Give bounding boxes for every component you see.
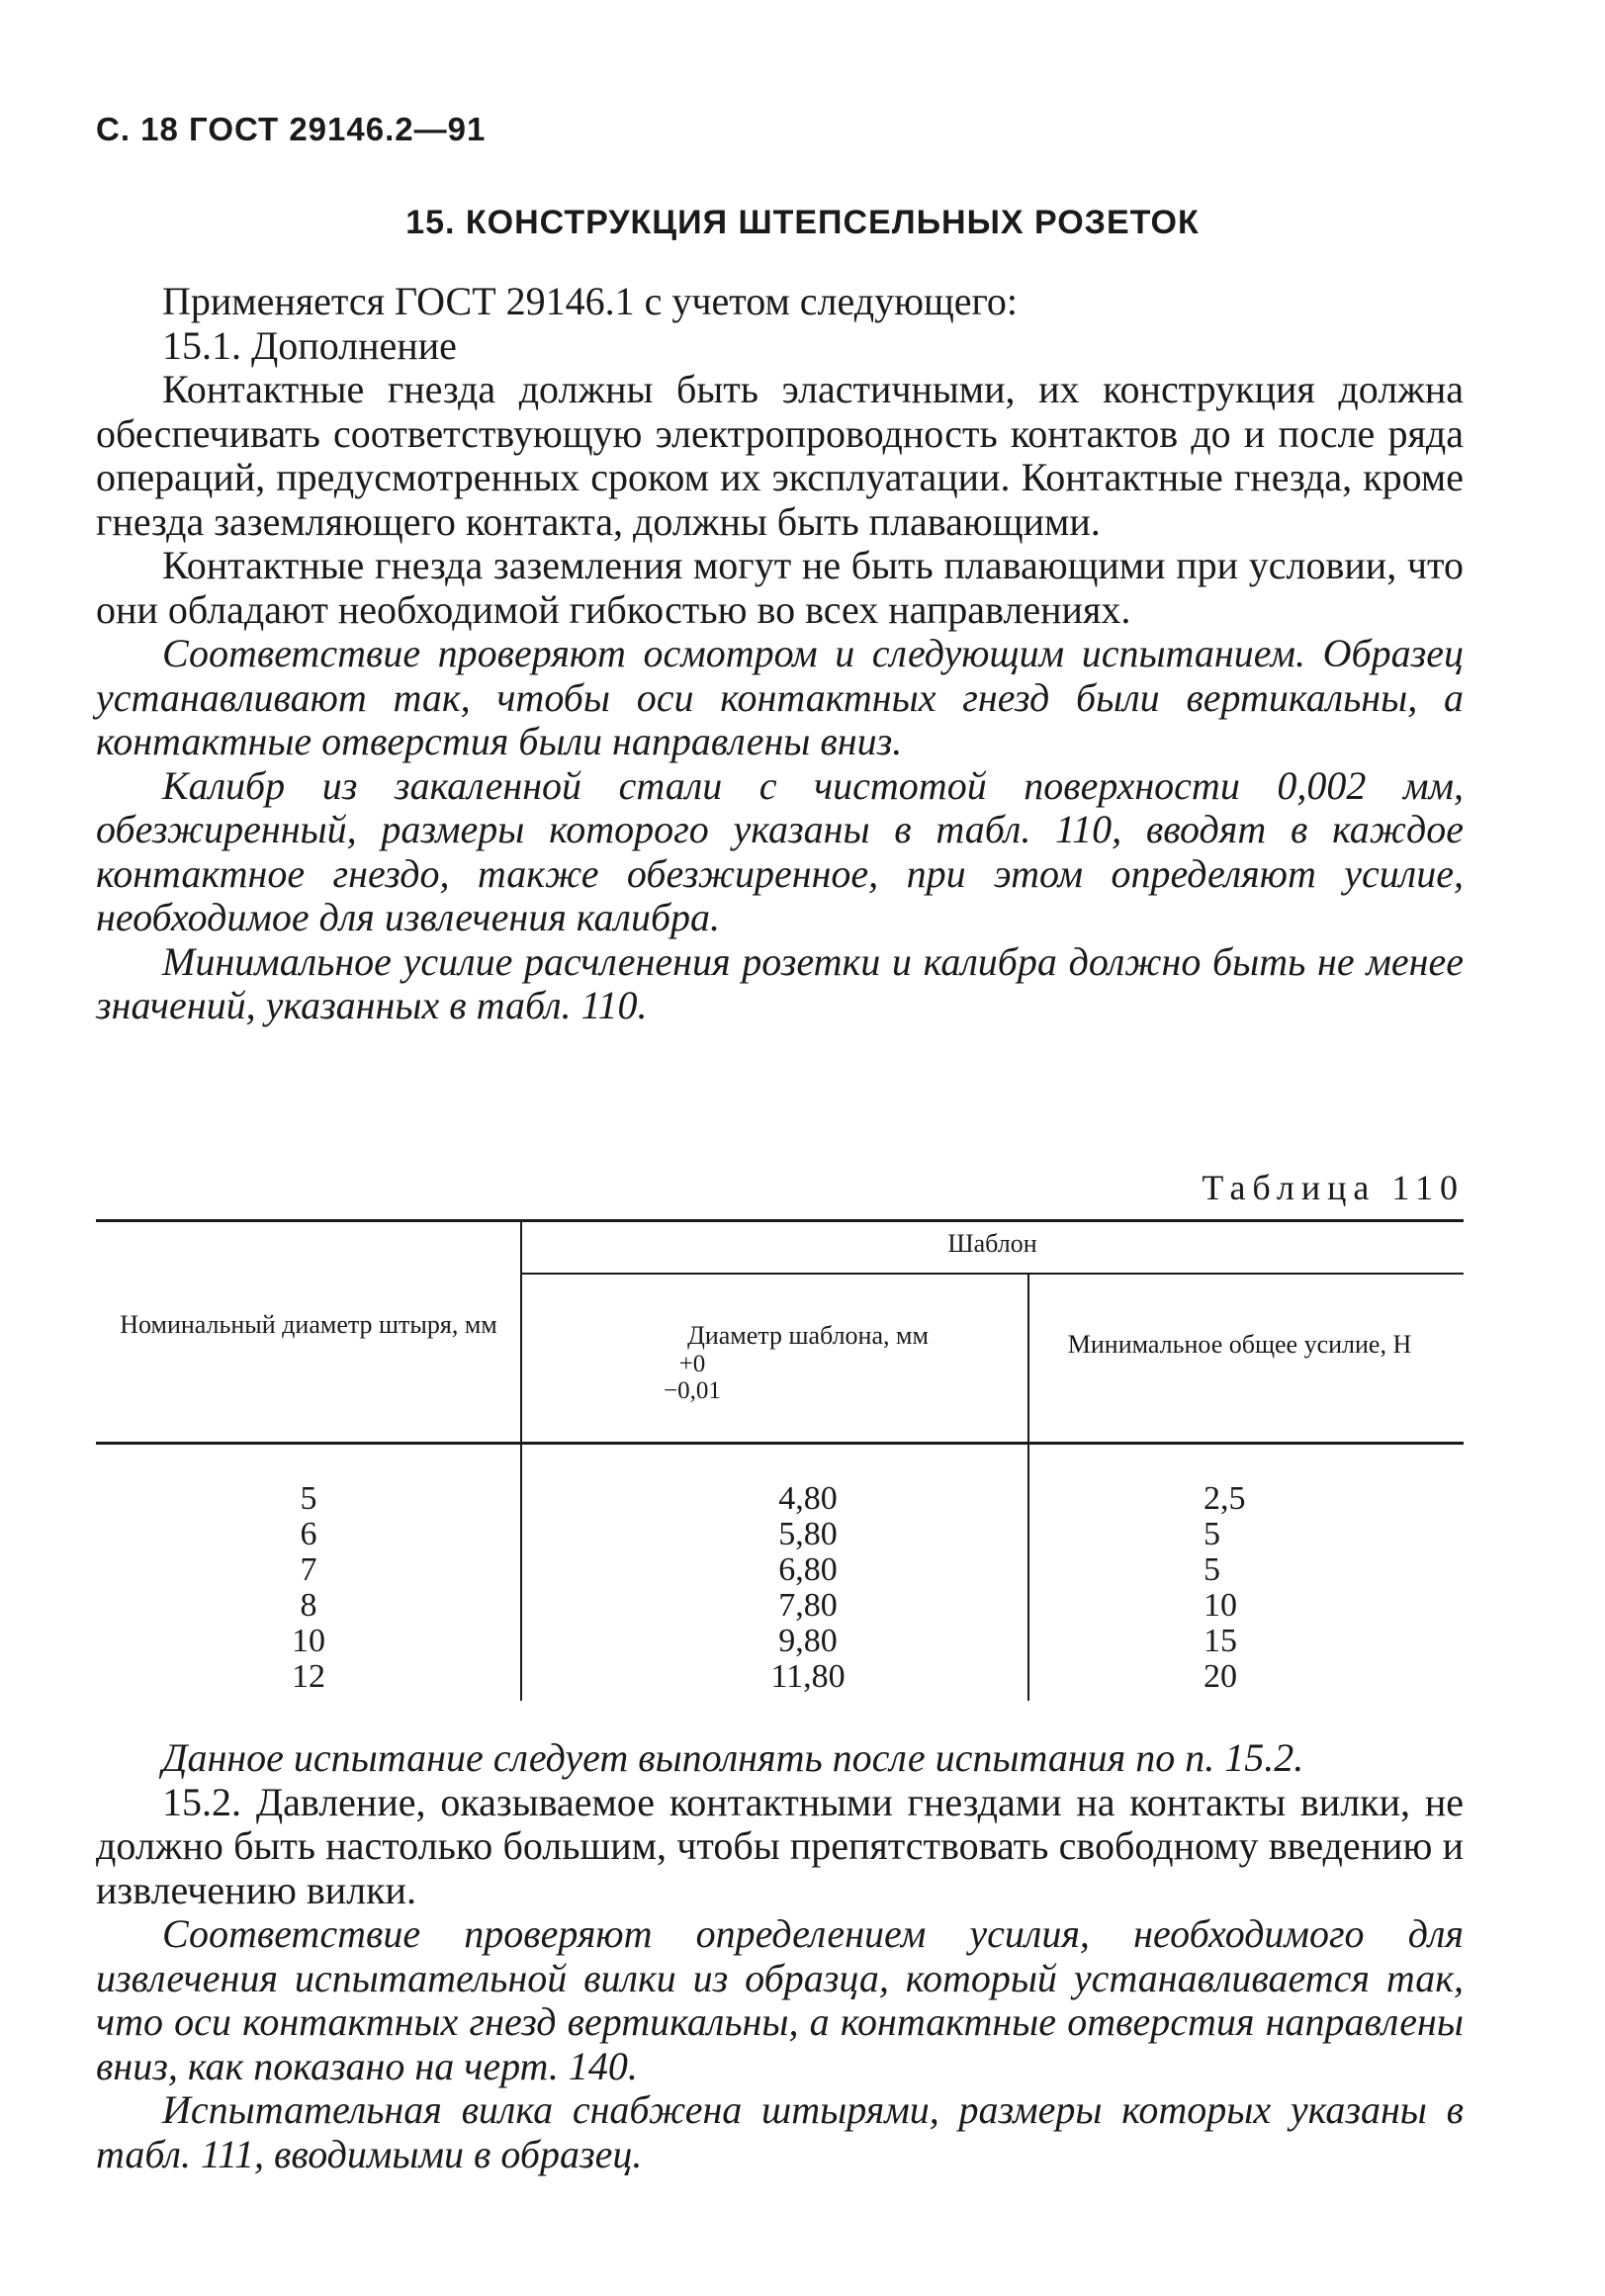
tolerance-upper: +0 <box>678 1351 706 1377</box>
paragraph-compliance-check: Соответствие проверяют осмотром и следующим испытанием. Образец устанавливают так, чтобы оси контактных гнезд были вертикальны, а контактные отверстия были направлены вниз. <box>96 631 1464 763</box>
table-cell: 15 <box>1204 1623 1237 1659</box>
table-110 <box>96 1219 1464 1701</box>
paragraph-test-order: Данное испытание следует выполнять после испытания по п. 15.2. <box>162 1735 1304 1780</box>
table-cell: 10 <box>1204 1587 1237 1624</box>
section-title: 15. КОНСТРУКЦИЯ ШТЕПСЕЛЬНЫХ РОЗЕТОК <box>405 204 1200 241</box>
table-cell: 6,80 <box>778 1551 838 1588</box>
table-caption: Таблица 110 <box>1202 1168 1465 1207</box>
paragraph-clause-15-2: 15.2. Давление, оказываемое контактными гнездами на контакты вилки, не должно быть настолько большим, чтобы препятствовать свободному введению и извлечению вилки. <box>96 1779 1464 1912</box>
column-diameter-values <box>689 1481 927 1695</box>
table-cell: 5 <box>300 1480 317 1517</box>
table-cell: 9,80 <box>778 1623 838 1659</box>
column-nominal-values <box>96 1481 521 1695</box>
table-cell: 10 <box>292 1623 325 1659</box>
table-cell: 5 <box>1204 1516 1220 1552</box>
paragraph-contact-sockets: Контактные гнезда должны быть эластичными, их конструкция должна обеспечивать соответствующую электропроводность контактов до и после ряда операций, предусмотренных сроком их эксплуатации. Контактные гнезда, кроме гнезда заземляющего контакта, должны быть плавающими. <box>96 367 1464 544</box>
table-cell: 6 <box>300 1516 317 1552</box>
table-cell: 12 <box>292 1658 325 1695</box>
header-template-diameter: Диаметр шаблона, мм <box>687 1321 929 1350</box>
page-header: С. 18 ГОСТ 29146.2—91 <box>96 111 487 147</box>
upper-text-block <box>96 280 1464 1028</box>
table-cell: 2,5 <box>1204 1480 1246 1517</box>
paragraph-minimum-force: Минимальное усилие расчленения розетки и калибра должно быть не менее значений, указанных в табл. 110. <box>96 938 1464 1027</box>
paragraph-grounding-sockets: Контактные гнезда заземления могут не быть плавающими при условии, что они обладают необходимой гибкостью во всех направлениях. <box>96 543 1464 632</box>
table-cell: 11,80 <box>770 1658 846 1695</box>
table-cell: 5 <box>1204 1551 1220 1588</box>
lower-text-block <box>96 1736 1464 2176</box>
table-col-divider-2-body <box>1027 1445 1029 1701</box>
paragraph-gauge: Калибр из закаленной стали с чистотой поверхности 0,002 мм, обезжиренный, размеры которого указаны в табл. 110, вводят в каждое контактное гнездо, также обезжиренное, при этом определяют усилие, необходимое для извлечения калибра. <box>96 762 1464 939</box>
paragraph-test-plug: Испытательная вилка снабжена штырями, размеры которых указаны в табл. 111, вводимыми в образец. <box>96 2087 1464 2176</box>
column-force-values <box>1204 1481 1302 1695</box>
header-tolerance <box>633 1351 752 1404</box>
table-cell: 7,80 <box>778 1587 838 1624</box>
paragraph-clause-15-1: 15.1. Дополнение <box>162 322 457 368</box>
header-nominal-diameter: Номинальный диаметр штыря, мм <box>120 1310 497 1339</box>
header-template-group: Шаблон <box>947 1229 1037 1258</box>
table-header-rule <box>96 1442 1464 1445</box>
table-group-rule <box>522 1273 1464 1275</box>
table-cell: 8 <box>300 1587 317 1624</box>
paragraph-force-check: Соответствие проверяют определением усилия, необходимого для извлечения испытательной вилки из образца, который устанавливается так, что оси контактных гнезд вертикальны, а контактные отверстия направлены вниз, как показано на черт. 140. <box>96 1911 1464 2088</box>
table-cell: 5,80 <box>778 1516 838 1552</box>
header-minimum-force: Минимальное общее усилие, Н <box>1067 1330 1412 1359</box>
table-top-rule <box>96 1219 1464 1222</box>
table-cell: 4,80 <box>778 1480 838 1517</box>
table-cell: 20 <box>1204 1658 1237 1695</box>
paragraph-intro: Применяется ГОСТ 29146.1 с учетом следующего: <box>162 279 1019 323</box>
table-cell: 7 <box>300 1551 317 1588</box>
table-col-divider-2 <box>1027 1275 1029 1444</box>
tolerance-lower: −0,01 <box>664 1377 721 1404</box>
